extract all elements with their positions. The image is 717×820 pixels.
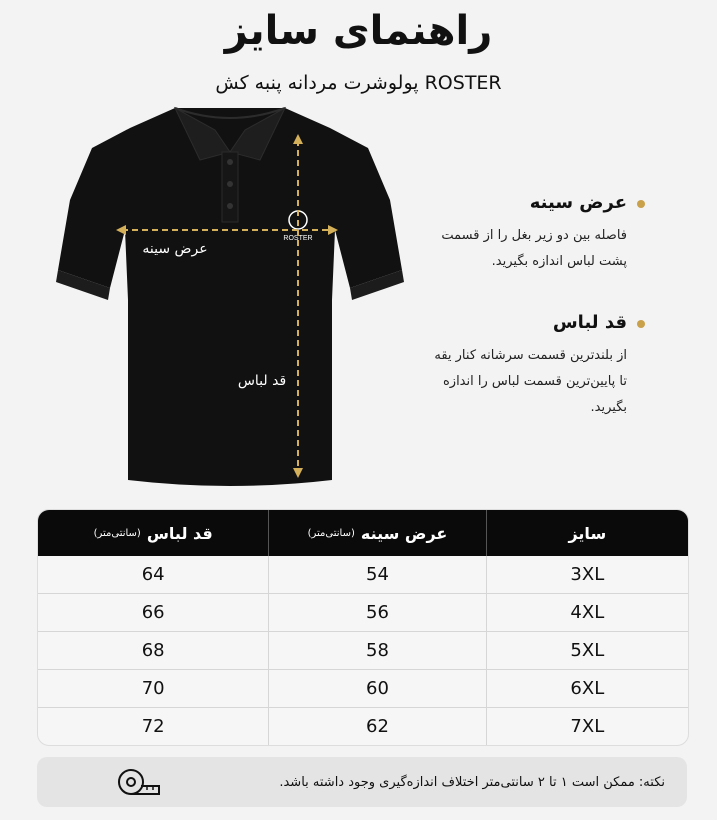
chest-cell: 62 bbox=[268, 708, 485, 745]
length-cell: 64 bbox=[141, 564, 165, 585]
bullet-icon bbox=[637, 200, 645, 208]
table-row bbox=[38, 556, 688, 593]
chest-info-desc: فاصله بین دو زیر بغل را از قسمت پشت لباس اندازه بگیرید. bbox=[441, 228, 627, 269]
length-cell: 72 bbox=[141, 716, 165, 737]
table-header bbox=[38, 510, 688, 556]
table-row bbox=[38, 593, 688, 631]
size-cell: 5XL bbox=[486, 632, 688, 669]
size-cell: 7XL bbox=[486, 708, 688, 745]
chest-cell: 54 bbox=[268, 556, 485, 593]
note-text: نکته: ممکن است ۱ تا ۲ سانتی‌متر اختلاف اندازه‌گیری وجود داشته باشد. bbox=[279, 774, 665, 790]
shirt-length-label: قد لباس bbox=[237, 373, 287, 389]
measuring-tape-icon bbox=[117, 767, 161, 797]
size-cell: 6XL bbox=[486, 670, 688, 707]
chest-cell: 56 bbox=[268, 594, 485, 631]
chest-cell: 60 bbox=[268, 670, 485, 707]
page-title: راهنمای سایز bbox=[224, 8, 493, 54]
length-cell: 70 bbox=[141, 678, 165, 699]
chest-cell: 58 bbox=[268, 632, 485, 669]
size-table bbox=[37, 509, 689, 746]
shirt-chest-label: عرض سینه bbox=[142, 241, 208, 257]
header-length: قد لباس (سانتی‌متر) bbox=[93, 523, 213, 543]
length-info-desc: از بلندترین قسمت سرشانه کنار یقه تا پایین‌ترین قسمت لباس را اندازه بگیرید. bbox=[434, 348, 627, 415]
header-chest: عرض سینه (سانتی‌متر) bbox=[268, 510, 485, 556]
chest-info bbox=[427, 192, 627, 275]
bullet-icon bbox=[637, 320, 645, 328]
size-cell: 4XL bbox=[486, 594, 688, 631]
table-row bbox=[38, 707, 688, 745]
chest-info-title: عرض سینه bbox=[529, 192, 627, 213]
note-box bbox=[37, 757, 687, 807]
table-row bbox=[38, 631, 688, 669]
header-size: سایز bbox=[486, 510, 688, 556]
page-subtitle: پولوشرت مردانه پنبه کش ROSTER bbox=[215, 72, 502, 94]
length-cell: 66 bbox=[141, 602, 165, 623]
length-info bbox=[427, 312, 627, 421]
length-info-title: قد لباس bbox=[552, 312, 627, 333]
polo-shirt-illustration bbox=[40, 100, 420, 500]
size-cell: 3XL bbox=[486, 556, 688, 593]
length-cell: 68 bbox=[141, 640, 165, 661]
shirt-logo-text: ROSTER bbox=[283, 235, 313, 242]
table-row bbox=[38, 669, 688, 707]
